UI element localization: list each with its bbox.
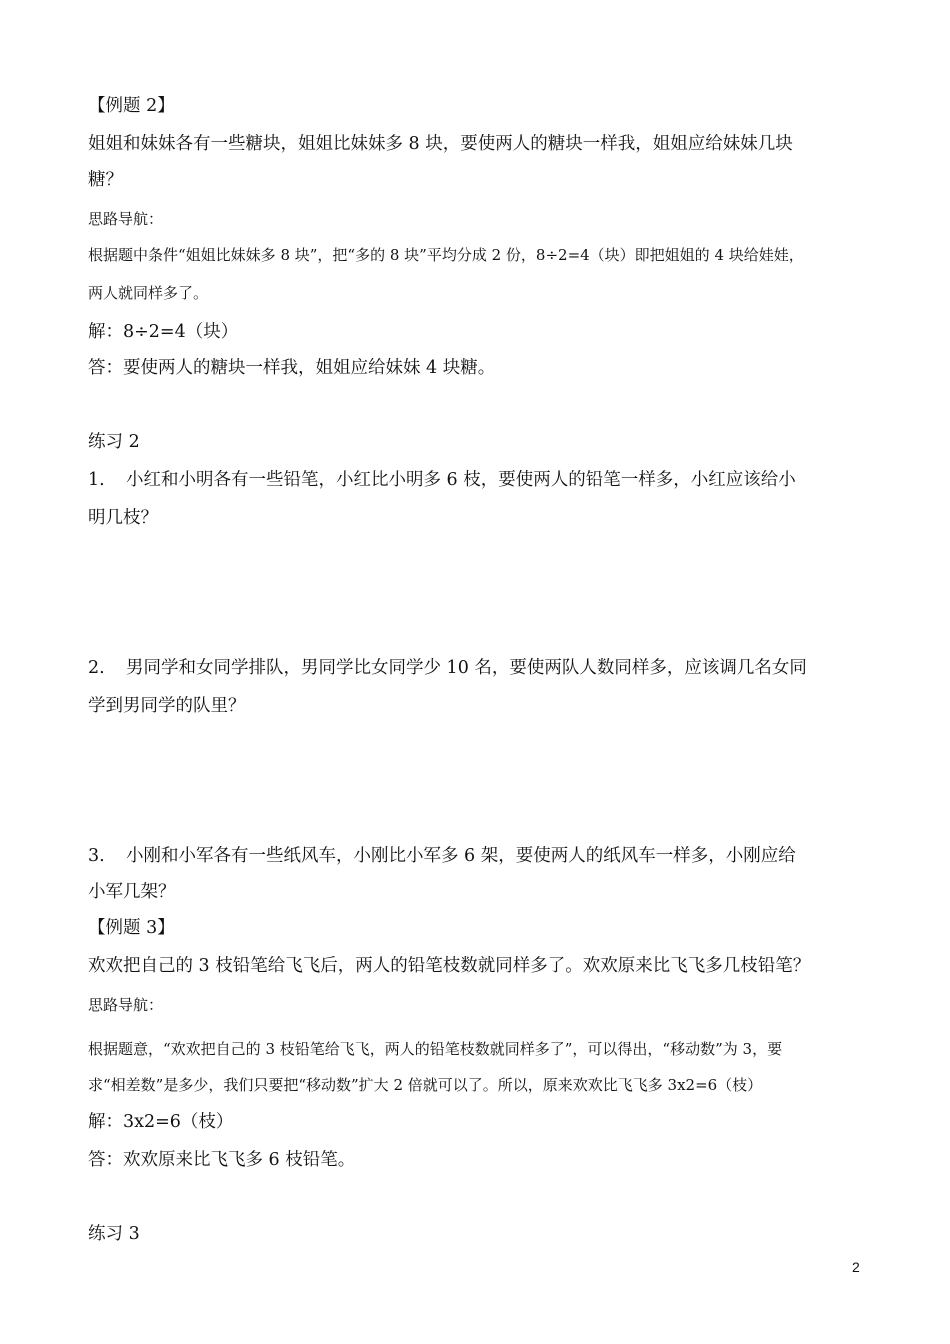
practice-2-item-2-line-1 <box>88 654 807 679</box>
example-3-guide-line-1: 根据题意，“欢欢把自己的 3 枝铅笔给飞飞，两人的铅笔枝数就同样多了”，可以得出，“移动数”为 3，要 <box>88 1040 783 1058</box>
example-3-guide-label: 思路导航： <box>88 996 164 1014</box>
example-2-guide-label: 思路导航： <box>88 210 164 228</box>
practice-2-heading: 练习 2 <box>88 432 140 452</box>
practice-2-item-1-line-2: 明几枝？ <box>88 508 158 528</box>
practice-3-heading: 练习 3 <box>88 1224 140 1244</box>
example-3-heading: 【例题 3】 <box>88 918 175 938</box>
item-number: 2. <box>88 658 105 678</box>
practice-2-item-3-line-1 <box>88 842 796 867</box>
example-3-question: 欢欢把自己的 3 枝铅笔给飞飞后，两人的铅笔枝数就同样多了。欢欢原来比飞飞多几枝铅笔？ <box>88 956 811 976</box>
example-3-guide-line-2: 求“相差数”是多少，我们只要把“移动数”扩大 2 倍就可以了。所以，原来欢欢比飞飞多 3x2=6（枝） <box>88 1076 763 1094</box>
example-2-solution: 解：8÷2=4（块） <box>88 322 239 342</box>
example-3-solution: 解：3x2=6（枝） <box>88 1112 234 1132</box>
practice-2-item-2-line-2: 学到男同学的队里？ <box>88 696 246 716</box>
item-number: 1. <box>88 470 105 490</box>
item-text: 男同学和女同学排队，男同学比女同学少 10 名，要使两队人数同样多，应该调几名女同 <box>126 658 807 678</box>
page-number: 2 <box>852 1259 860 1275</box>
item-number: 3. <box>88 846 105 866</box>
example-2-guide-line-2: 两人就同样多了。 <box>88 284 209 302</box>
item-text: 小刚和小军各有一些纸风车，小刚比小军多 6 架，要使两人的纸风车一样多，小刚应给 <box>126 846 796 866</box>
example-2-heading: 【例题 2】 <box>88 96 175 116</box>
practice-2-item-1-line-1 <box>88 466 796 491</box>
example-3-answer: 答：欢欢原来比飞飞多 6 枝铅笔。 <box>88 1150 356 1170</box>
example-2-question-line-1: 姐姐和妹妹各有一些糖块，姐姐比妹妹多 8 块，要使两人的糖块一样我，姐姐应给妹妹几块 <box>88 134 793 154</box>
practice-2-item-3-line-2: 小军几架？ <box>88 882 176 902</box>
item-text: 小红和小明各有一些铅笔，小红比小明多 6 枝，要使两人的铅笔一样多，小红应该给小 <box>126 470 796 490</box>
example-2-guide-line-1: 根据题中条件“姐姐比妹妹多 8 块”，把“多的 8 块”平均分成 2 份，8÷2=4（块）即把姐姐的 4 块给娃娃， <box>88 246 804 264</box>
example-2-answer: 答：要使两人的糖块一样我，姐姐应给妹妹 4 块糖。 <box>88 358 496 378</box>
example-2-question-line-2: 糖？ <box>88 170 123 190</box>
